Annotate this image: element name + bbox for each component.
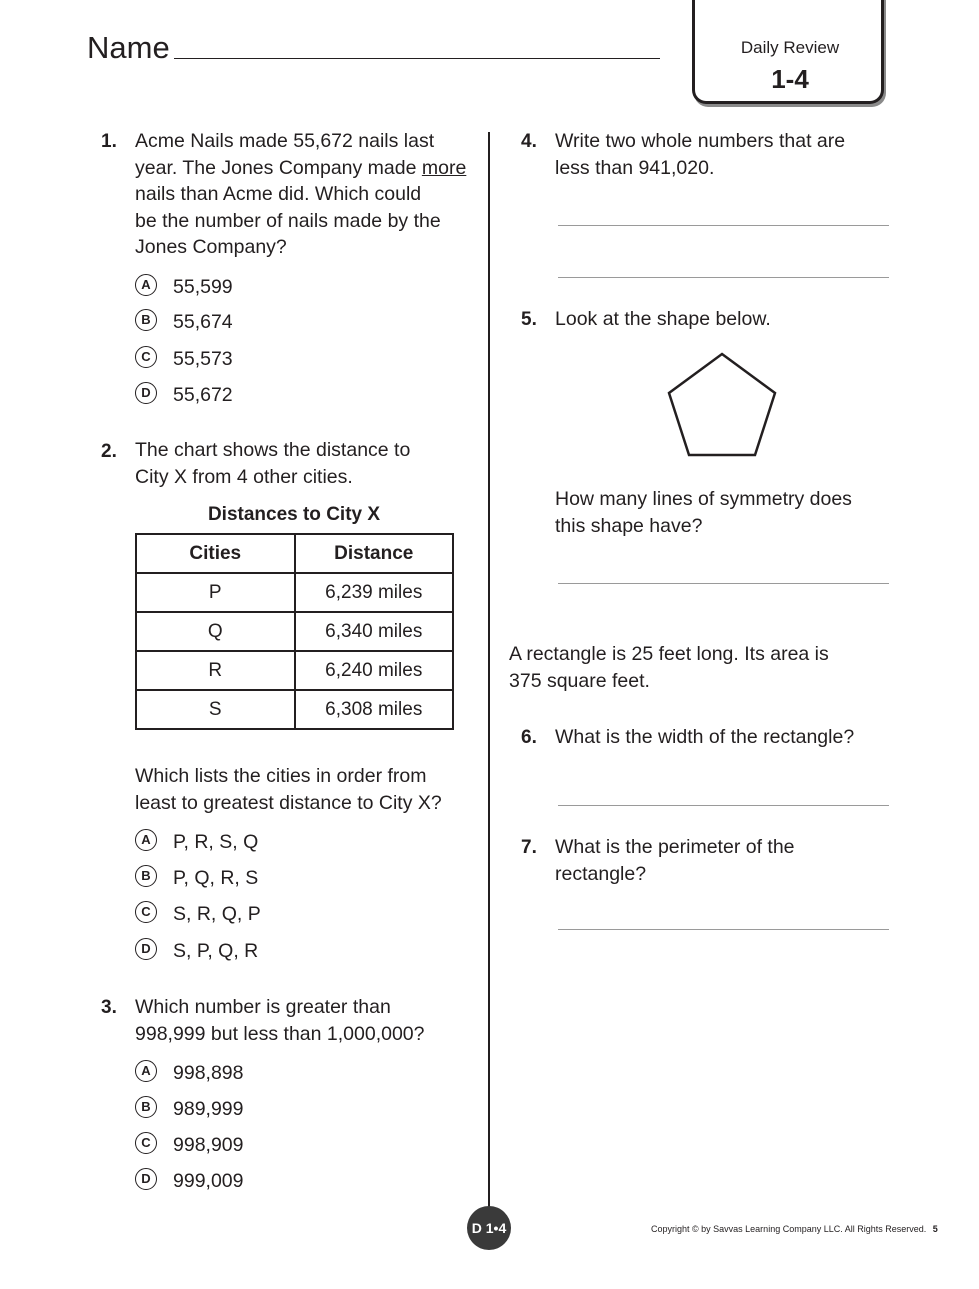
question-prompt bbox=[555, 486, 852, 539]
name-entry-line[interactable] bbox=[174, 58, 660, 59]
question-number: 5. bbox=[521, 309, 537, 330]
answer-line[interactable] bbox=[558, 805, 889, 806]
question-text: What is the width of the rectangle? bbox=[555, 726, 855, 748]
text-line: least to greatest distance to City X? bbox=[135, 791, 442, 814]
text-span: year. The Jones Company made bbox=[135, 156, 422, 179]
table-row bbox=[136, 690, 453, 729]
question-text bbox=[135, 994, 425, 1047]
question-number: 6. bbox=[521, 727, 537, 748]
option-value: 999,009 bbox=[173, 1170, 244, 1192]
daily-review-number: 1-4 bbox=[771, 64, 809, 94]
bubble-b-icon[interactable]: B bbox=[135, 1096, 157, 1118]
text-line: nails than Acme did. Which could bbox=[135, 183, 422, 205]
table-cell: P bbox=[136, 573, 295, 612]
option-value: S, R, Q, P bbox=[173, 903, 261, 925]
option-value: 55,674 bbox=[173, 311, 233, 333]
bubble-a-icon[interactable]: A bbox=[135, 274, 157, 296]
text-line: A rectangle is 25 feet long. Its area is bbox=[509, 643, 829, 665]
table-row bbox=[136, 612, 453, 651]
option-value: 998,909 bbox=[173, 1134, 244, 1156]
text-line: City X from 4 other cities. bbox=[135, 465, 353, 488]
table-cell: 6,308 miles bbox=[295, 690, 454, 729]
table-cell: 6,240 miles bbox=[295, 651, 454, 690]
option-value: 998,898 bbox=[173, 1062, 244, 1084]
bubble-b-icon[interactable]: B bbox=[135, 865, 157, 887]
table-header-row bbox=[136, 534, 453, 573]
option-value: 55,672 bbox=[173, 384, 233, 406]
table-cell: S bbox=[136, 690, 295, 729]
text-line: be the number of nails made by the bbox=[135, 209, 441, 232]
question-text bbox=[135, 128, 466, 261]
underlined-word: more bbox=[421, 156, 467, 179]
column-divider bbox=[488, 132, 490, 1218]
daily-review-title: Daily Review bbox=[740, 38, 840, 57]
bubble-c-icon[interactable]: C bbox=[135, 901, 157, 923]
question-prompt bbox=[135, 763, 442, 816]
bubble-b-icon[interactable]: B bbox=[135, 309, 157, 331]
table-cell: 6,340 miles bbox=[295, 612, 454, 651]
bubble-d-icon[interactable]: D bbox=[135, 382, 157, 404]
bubble-c-icon[interactable]: C bbox=[135, 1132, 157, 1154]
text-line bbox=[135, 155, 466, 182]
text-line: rectangle? bbox=[555, 862, 647, 885]
answer-line[interactable] bbox=[558, 277, 889, 278]
table-header-cell: Distance bbox=[295, 534, 454, 573]
bubble-d-icon[interactable]: D bbox=[135, 1168, 157, 1190]
text-line: 375 square feet. bbox=[509, 669, 650, 692]
table-cell: 6,239 miles bbox=[295, 573, 454, 612]
question-number: 7. bbox=[521, 837, 537, 858]
text-line: Write two whole numbers that are bbox=[555, 130, 846, 152]
question-number: 1. bbox=[101, 131, 117, 152]
text-line: 998,999 but less than 1,000,000? bbox=[135, 1022, 425, 1045]
question-text bbox=[555, 834, 795, 887]
table-row bbox=[136, 651, 453, 690]
option-value: 55,573 bbox=[173, 348, 233, 370]
table-header-cell: Cities bbox=[136, 534, 295, 573]
question-text bbox=[135, 437, 410, 490]
name-label: Name bbox=[87, 30, 170, 65]
answer-line[interactable] bbox=[558, 929, 889, 930]
bubble-d-icon[interactable]: D bbox=[135, 938, 157, 960]
text-line: How many lines of symmetry does bbox=[555, 488, 852, 510]
answer-line[interactable] bbox=[558, 583, 889, 584]
page-number: 5 bbox=[932, 1224, 938, 1234]
bubble-c-icon[interactable]: C bbox=[135, 346, 157, 368]
text-line: What is the perimeter of the bbox=[555, 836, 795, 858]
option-value: P, R, S, Q bbox=[173, 831, 259, 853]
text-line: Which lists the cities in order from bbox=[135, 765, 427, 787]
question-text bbox=[555, 128, 845, 181]
answer-line[interactable] bbox=[558, 225, 889, 226]
pentagon-icon bbox=[665, 350, 779, 460]
option-value: P, Q, R, S bbox=[173, 867, 259, 889]
text-line: Which number is greater than bbox=[135, 996, 391, 1018]
option-value: 55,599 bbox=[173, 276, 233, 298]
bubble-a-icon[interactable]: A bbox=[135, 1060, 157, 1082]
question-text: Look at the shape below. bbox=[555, 308, 771, 330]
table-row bbox=[136, 573, 453, 612]
table-cell: Q bbox=[136, 612, 295, 651]
copyright-notice bbox=[651, 1224, 938, 1234]
question-number: 3. bbox=[101, 997, 117, 1018]
table-cell: R bbox=[136, 651, 295, 690]
text-line: The chart shows the distance to bbox=[135, 439, 411, 461]
option-value: 989,999 bbox=[173, 1098, 244, 1120]
distance-table bbox=[135, 533, 454, 730]
text-line: Jones Company? bbox=[135, 236, 287, 258]
question-number: 2. bbox=[101, 441, 117, 462]
page-badge: D 1•4 bbox=[467, 1206, 511, 1250]
table-title: Distances to City X bbox=[207, 504, 381, 525]
question-number: 4. bbox=[521, 131, 537, 152]
text-line: less than 941,020. bbox=[555, 156, 715, 179]
bubble-a-icon[interactable]: A bbox=[135, 829, 157, 851]
option-value: S, P, Q, R bbox=[173, 940, 259, 962]
copyright-text: Copyright © by Savvas Learning Company LLC. All Rights Reserved. bbox=[651, 1224, 927, 1234]
text-line: Acme Nails made 55,672 nails last bbox=[135, 130, 435, 152]
rectangle-intro bbox=[509, 641, 829, 694]
text-line: this shape have? bbox=[555, 514, 703, 537]
